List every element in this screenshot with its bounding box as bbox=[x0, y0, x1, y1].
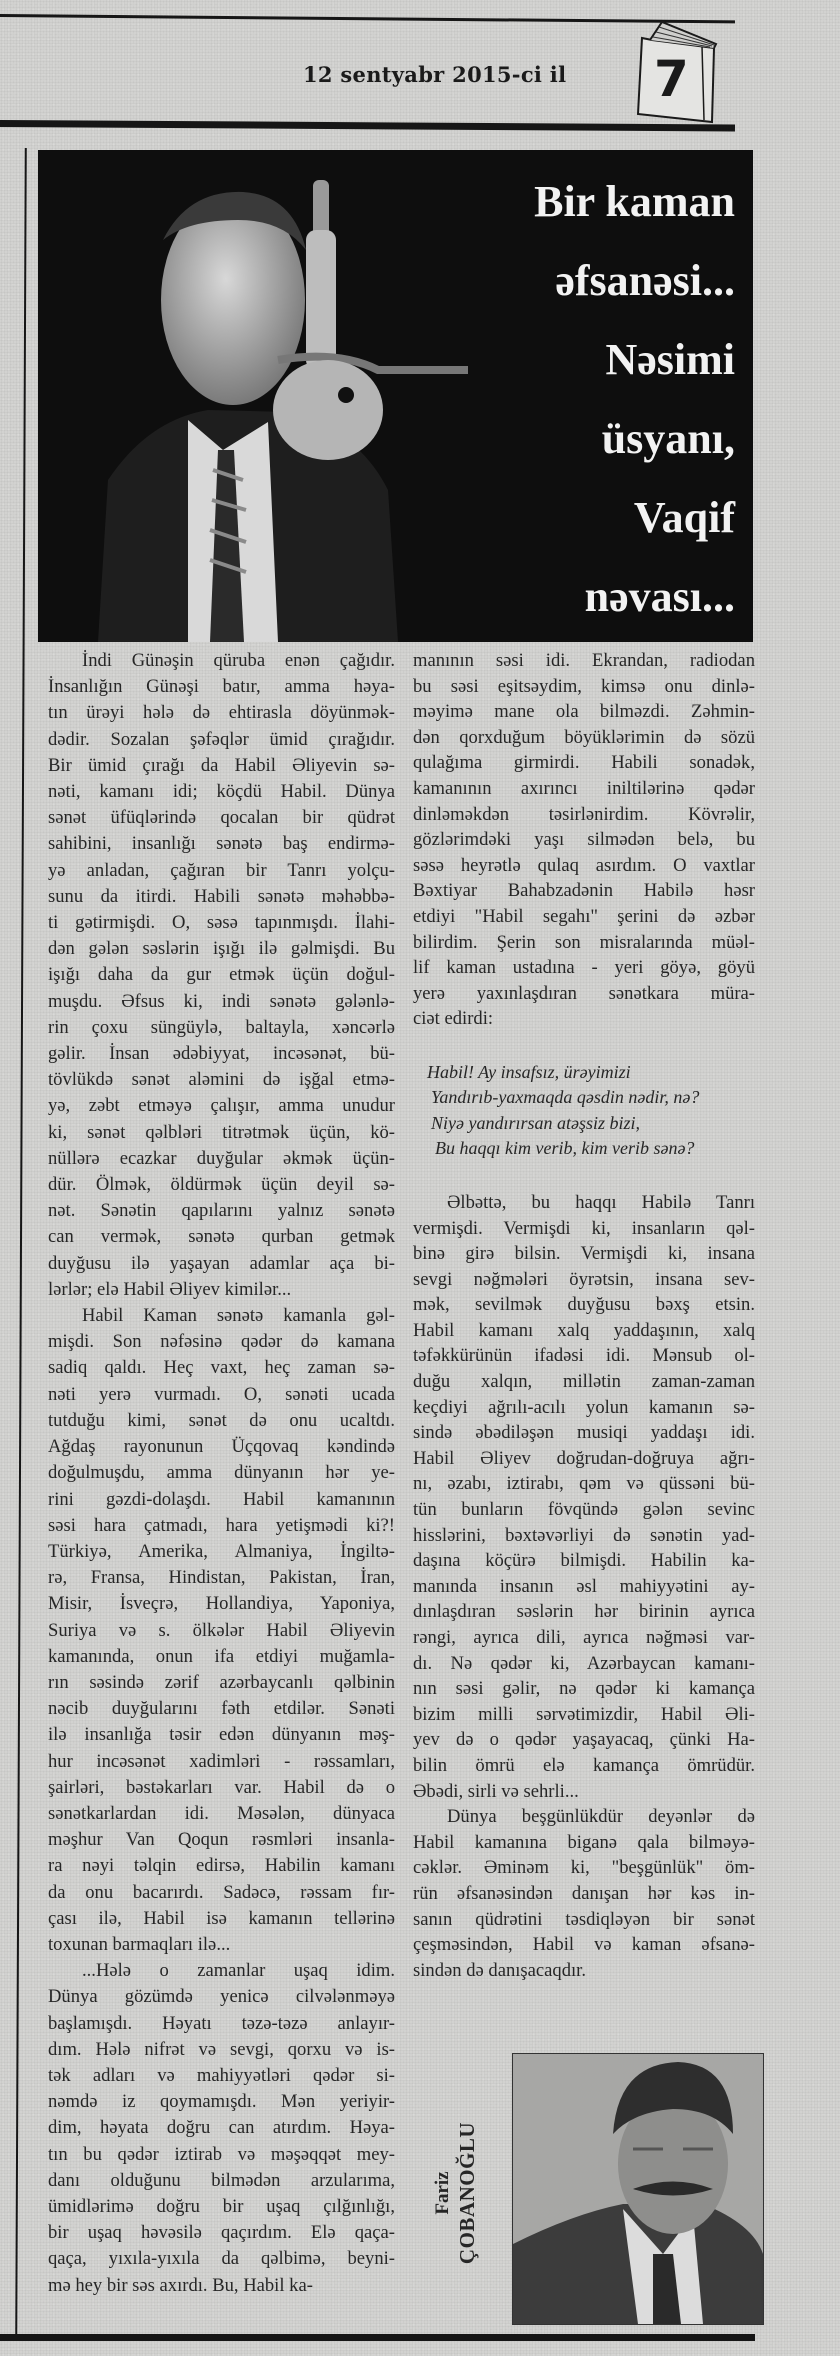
text-line: mə hey bir səs axırdı. Bu, Habil ka- bbox=[48, 2274, 313, 2296]
text-line: Suriya və s. ölkələr Habil Əliyevin bbox=[48, 1619, 395, 1641]
poem-quote bbox=[427, 1060, 755, 1162]
text-line: Türkiyə, Amerika, Almaniya, İngiltə- bbox=[48, 1540, 395, 1562]
text-line: Bir ümid çırağı da Habil Əliyevin sə- bbox=[48, 754, 395, 776]
text-line: dən qorxduğum böyüklərimin də sözü bbox=[413, 726, 755, 748]
text-line: yerə yaxınlaşdıran sənətkara müra- bbox=[413, 982, 755, 1004]
issue-date: 12 sentyabr 2015-ci il bbox=[303, 62, 567, 87]
text-line: çası ilə, Habil isə kamanın tellərinə bbox=[48, 1907, 395, 1929]
text-line: Ağdaş rayonunun Üçqovaq kəndində bbox=[48, 1436, 395, 1458]
text-line: nəti yerə vurmadı. O, sənəti ucada bbox=[48, 1383, 395, 1405]
text-line: tutduğu kimi, sənət də onu ucaltdı. bbox=[48, 1409, 395, 1431]
header-bottom-rule bbox=[0, 120, 735, 131]
text-line: tın bu qədər iztirab və məşəqqət mey- bbox=[48, 2143, 395, 2165]
text-line: duyğusu ilə yaşayan adamlar aça bi- bbox=[48, 1252, 395, 1274]
text-line: bilin ömrü elə kamança ömrüdür. bbox=[413, 1754, 755, 1776]
text-line: gəlir. İnsan ədəbiyyat, incəsənət, bü- bbox=[48, 1043, 395, 1065]
text-line: nəmdə iz qoymamışdı. Mən yeriyir- bbox=[48, 2091, 395, 2113]
text-line: şairləri, bəstəkarları var. Habil də o bbox=[48, 1776, 395, 1798]
text-line: dı. Nə qədər ki, Azərbaycan kamanı- bbox=[413, 1652, 755, 1674]
text-line: rəngi, ayrıca dili, ayrıca nəğməsi var- bbox=[413, 1627, 755, 1648]
text-line: dım. Hələ nifrət və sevgi, qorxu və is- bbox=[48, 2038, 395, 2060]
author-first-name: Fariz bbox=[432, 2170, 453, 2215]
text-line: danı olduğunu bilmədən arzularıma, bbox=[48, 2169, 395, 2191]
text-line: Habil kamanına biganə qala bilməyə- bbox=[413, 1831, 755, 1853]
text-line: lif kaman ustadına - yeri göyə, göyü bbox=[413, 957, 755, 979]
text-line: nəti, kamanı idi; köçdü Habil. Dünya bbox=[48, 781, 395, 803]
text-line: tövlükdə sənət aləmini də işğal etmə- bbox=[48, 1069, 395, 1091]
text-line: sadiq qaldı. Heç vaxt, heç zaman sə- bbox=[48, 1357, 395, 1379]
text-line: dür. Ölmək, öldürmək üçün deyil sə- bbox=[48, 1174, 395, 1196]
text-line: rün əfsanəsindən danışan hər kəs in- bbox=[413, 1882, 755, 1904]
text-line: nəcib duyğularını fəth etdilər. Sənəti bbox=[48, 1698, 395, 1720]
paragraph bbox=[48, 648, 395, 1303]
poem-line: Niyə yandırırsan atəşsiz bizi, bbox=[431, 1112, 641, 1133]
text-line: başlamışdı. Həyatı təzə-təzə anlayır- bbox=[48, 2012, 395, 2034]
text-line: dınlaşdıran səslərin hər birinin ayrıca bbox=[413, 1601, 755, 1623]
text-line: Bəxtiyar Bahabzadənin Habilə həsr bbox=[413, 880, 755, 902]
text-line: kamanının axırıncı iniltilərinə qədər bbox=[413, 777, 755, 799]
footer-rule bbox=[0, 2334, 755, 2341]
text-line: vermişdi. Vermişdi ki, insanların qəl- bbox=[413, 1217, 755, 1239]
text-line: rə, Fransa, Hindistan, Pakistan, İran, bbox=[48, 1567, 395, 1589]
text-line: tək adları və mahiyyətləri qədər si- bbox=[48, 2064, 395, 2086]
text-line: kamanında, onun ifa etdiyi muğamla- bbox=[48, 1645, 395, 1667]
text-line: Misir, İsveçrə, Hollandiya, Yaponiya, bbox=[48, 1593, 395, 1615]
text-line: Əbədi, sirli və sehrli... bbox=[413, 1780, 579, 1802]
text-line: sunu da itirdi. Habili sənətə məhəbbə- bbox=[48, 885, 395, 907]
text-line: da onu bacarırdı. Sadəcə, rəssam fır- bbox=[48, 1881, 395, 1903]
text-line: Habil Kaman sənətə kamanla gəl- bbox=[82, 1305, 395, 1327]
header-top-rule bbox=[0, 14, 735, 23]
text-line: bir uşaq həvəsilə qaçırdım. Elə qaça- bbox=[48, 2222, 395, 2244]
text-line: gözlərimdəki yaşı silmədən belə, bu bbox=[413, 829, 755, 851]
text-line: bu səsi eşitsəydim, kimsə onu dinlə- bbox=[413, 675, 755, 697]
column-divider bbox=[15, 148, 27, 2338]
text-line: ciət edirdi: bbox=[413, 1008, 494, 1030]
text-line: rini gəzdi-dolaşdı. Habil kamanının bbox=[48, 1488, 395, 1510]
text-line: dinləməkdən təsirlənirdim. Kövrəlir, bbox=[413, 803, 755, 825]
text-line: nət. Sənətin qapılarını yalnız sənətə bbox=[48, 1200, 395, 1222]
text-line: İnsanlığın Günəşi batır, amma həya- bbox=[48, 676, 395, 698]
text-line: muşdu. Əfsus ki, indi sənətə gələnlə- bbox=[48, 990, 395, 1012]
page-number: 7 bbox=[654, 50, 689, 108]
text-line: məşhur Van Qoqun rəsmləri insanla- bbox=[48, 1829, 395, 1851]
text-line: lərlər; elə Habil Əliyev kimilər... bbox=[48, 1278, 292, 1300]
text-line: səsə heyrətlə qulaq asırdım. O vaxtlar bbox=[413, 854, 755, 876]
text-line: cəklər. Əminəm ki, "beşgünlük" öm- bbox=[413, 1857, 755, 1879]
paragraph bbox=[48, 1958, 395, 2299]
text-line: Dünya gözümdə yenicə cilvələnməyə bbox=[48, 1986, 395, 2008]
text-line: ra nəyi təlqin edirsə, Habilin kamanı bbox=[48, 1855, 395, 1877]
text-line: nüllərə ecazkar duyğular əkmək üçün- bbox=[48, 1147, 395, 1169]
paragraph bbox=[413, 648, 755, 1032]
text-line: sahibini, insanlığı sənətə baş endirmə- bbox=[48, 833, 395, 855]
text-line: dən gələn səslərin işığı ilə gəlmişdi. Bu bbox=[48, 938, 395, 960]
text-line: mişdi. Son nəfəsinə qədər də kamana bbox=[48, 1331, 395, 1353]
text-line: yə, zəbt etməyə çalışır, amma unudur bbox=[48, 1095, 395, 1117]
hero-photo bbox=[38, 150, 753, 642]
text-line: ilə insanlığa təsir edən dünyanın məş- bbox=[48, 1724, 395, 1746]
text-line: bizim milli sərvətimizdir, Habil Əli- bbox=[413, 1703, 755, 1725]
text-line: qaça, yıxıla-yıxıla da qəlbimə, beyni- bbox=[48, 2248, 395, 2270]
article-title bbox=[534, 162, 735, 636]
paragraph bbox=[48, 1303, 395, 1958]
author-last-name: ÇOBANOĞLU bbox=[455, 2121, 479, 2264]
paragraph bbox=[413, 1190, 755, 1804]
text-line: nın səsi gəlir, nə qədər ki kamança bbox=[413, 1678, 755, 1700]
article-column-right bbox=[413, 648, 755, 1983]
text-line: bilirdim. Şerin son misralarında müəl- bbox=[413, 931, 755, 953]
paragraph bbox=[413, 1804, 755, 1983]
text-line: mək, sevilmək duyğusu bəxş etsin. bbox=[413, 1294, 755, 1316]
text-line: tın ürəyi hələ də ehtirasla döyünmək- bbox=[48, 702, 395, 724]
text-line: daşına köçürə bilmişdi. Habilin ka- bbox=[413, 1550, 755, 1572]
text-line: Habil kamanı xalq yaddaşının, xalq bbox=[413, 1319, 755, 1341]
text-line: toxunan barmaqları ilə... bbox=[48, 1933, 231, 1955]
title-line: üsyanı, bbox=[601, 414, 735, 463]
text-line: ti gətirmişdi. O, səsə tapınmışdı. İlahi- bbox=[48, 912, 395, 934]
text-line: keçdiyi ağrılı-acılı yolun kamanın sə- bbox=[413, 1396, 755, 1418]
text-line: işığı daha da gur etmək üçün doğul- bbox=[48, 964, 395, 986]
title-line: Bir kaman bbox=[534, 177, 735, 226]
text-line: yev də o qədər yaşayacaq, çünki Ha- bbox=[413, 1729, 755, 1751]
author-photo bbox=[512, 2053, 764, 2325]
text-line: sanın qüdrətini təsdiqləyən bir sənət bbox=[413, 1908, 755, 1930]
text-line: tün bunların fövqündə gələn sevinc bbox=[413, 1499, 755, 1521]
article-column-left bbox=[48, 648, 395, 2299]
text-line: ümidlərimə doğru bir uşaq çılğınlığı, bbox=[48, 2195, 395, 2217]
text-line: duğu xalqın, millətin zaman-zaman bbox=[413, 1371, 755, 1393]
text-line: sevgi nəğmələri öyrətsin, insana sev- bbox=[413, 1268, 755, 1290]
text-line: binə girə bilsin. Vermişdi ki, insana bbox=[413, 1243, 755, 1265]
text-line: Əlbəttə, bu haqqı Habilə Tanrı bbox=[447, 1191, 755, 1213]
author-byline bbox=[425, 2100, 485, 2285]
text-line: hur incəsənət xadimləri - rəssamları, bbox=[48, 1750, 395, 1772]
text-line: İndi Günəşin qüruba enən çağıdır. bbox=[82, 650, 395, 671]
text-line: sənət üfüqlərində qocalan bir qüdrət bbox=[48, 807, 395, 829]
text-line: təfəkkürünün ifadəsi idi. Mənsub ol- bbox=[413, 1345, 755, 1367]
title-line: əfsanəsi... bbox=[555, 256, 735, 305]
text-line: çeşməsindən, Habil və kaman əfsanə- bbox=[413, 1934, 755, 1956]
text-line: dədir. Sozalan şəfəqlər ümid çırağıdır. bbox=[48, 728, 395, 750]
text-line: səsi hara çatmadı, hara yetişmədi ki?! bbox=[48, 1514, 395, 1536]
text-line: rin çoxu süngüylə, baltayla, xəncərlə bbox=[48, 1016, 395, 1038]
text-line: manında insanın əsl mahiyyətini ay- bbox=[413, 1575, 755, 1597]
title-line: Vaqif bbox=[633, 493, 735, 542]
text-line: yə anladan, çağıran bir Tanrı yolçu- bbox=[48, 859, 395, 881]
text-line: nı, əzabı, iztirabı, qəm və qüssəni bü- bbox=[413, 1473, 755, 1495]
text-line: sənətkarlardan idi. Məsələn, dünyaca bbox=[48, 1802, 395, 1824]
text-line: doğulmuşdu, amma dünyanın hər ye- bbox=[48, 1462, 395, 1484]
text-line: qulağıma girmirdi. Habili sonadək, bbox=[413, 752, 755, 774]
text-line: hisslərini, bəxtəvərliyi də sənətin yad- bbox=[413, 1524, 755, 1546]
text-line: can vermək, sənətə qurban getmək bbox=[48, 1226, 395, 1248]
text-line: ki, sənət qəlbləri titrətmək üçün, kö- bbox=[48, 1121, 395, 1143]
title-line: Nəsimi bbox=[605, 335, 735, 384]
text-line: ...Hələ o zamanlar uşaq idim. bbox=[82, 1960, 395, 1982]
text-line: dim, həyata doğru can atırdım. Həya- bbox=[48, 2117, 395, 2139]
text-line: etdiyi "Habil segahı" şerini də əzbər bbox=[413, 905, 755, 927]
text-line: sindən də danışacaqdır. bbox=[413, 1959, 586, 1981]
text-line: rın səsində zərif azərbaycanlı qəlbinin bbox=[48, 1671, 395, 1693]
text-line: Dünya beşgünlükdür deyənlər də bbox=[447, 1806, 755, 1828]
text-line: Habil Əliyev doğrudan-doğruya ağrı- bbox=[413, 1447, 755, 1469]
text-line: məyimə mane ola bilməzdi. Zəhmin- bbox=[413, 701, 755, 723]
paragraph bbox=[413, 648, 755, 1032]
poem-line: Habil! Ay insafsız, ürəyimizi bbox=[427, 1061, 631, 1082]
poem-line: Bu haqqı kim verib, kim verib sənə? bbox=[435, 1138, 695, 1159]
title-line: nəvası... bbox=[584, 572, 735, 621]
poem-line: Yandırıb-yaxmaqda qəsdin nədir, nə? bbox=[431, 1087, 700, 1108]
author-portrait-image bbox=[513, 2054, 763, 2324]
paragraph-group bbox=[413, 1190, 755, 1983]
text-line: manının səsi idi. Ekrandan, radiodan bbox=[413, 650, 755, 671]
text-line: sində əbədiləşən musiqi yaddaşı idi. bbox=[413, 1422, 755, 1444]
